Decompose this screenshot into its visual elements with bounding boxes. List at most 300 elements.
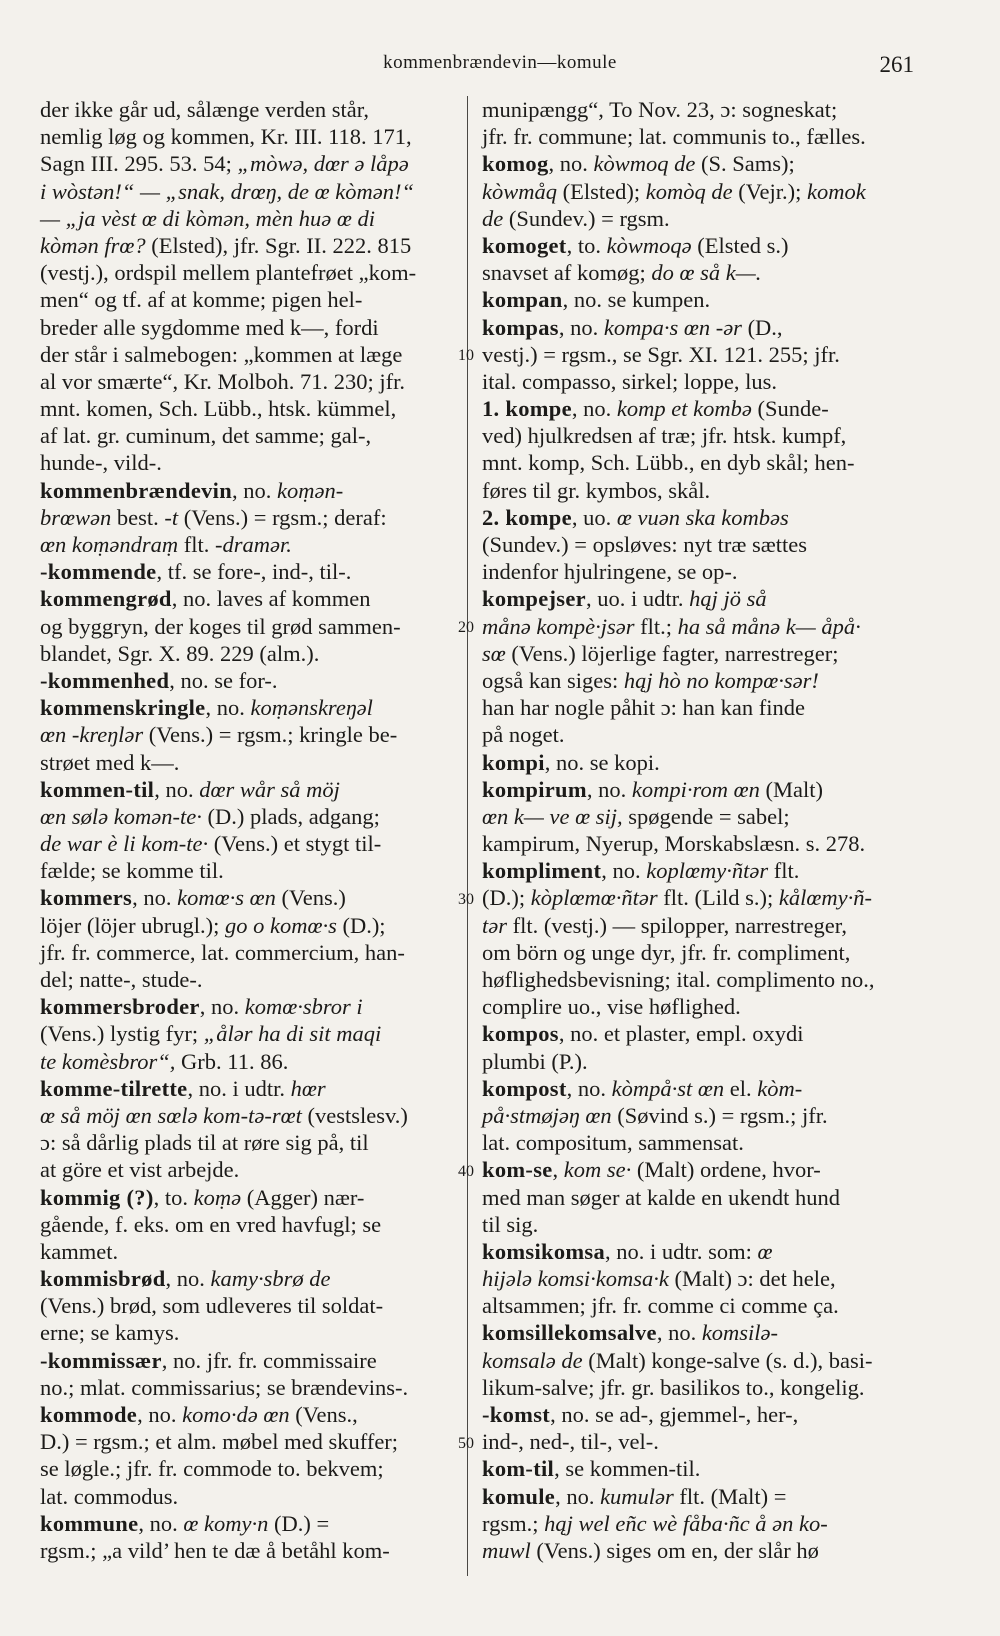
line-text: , no. <box>132 885 178 911</box>
italic-text: koṃən- <box>277 477 344 503</box>
text-line <box>40 205 456 232</box>
text-line <box>40 776 456 803</box>
text-line <box>482 1265 915 1292</box>
line-text: lat. commodus. <box>40 1483 179 1509</box>
text-line <box>482 422 915 449</box>
text-line <box>482 205 915 232</box>
line-number: 20 <box>458 618 474 636</box>
line-number: 10 <box>458 346 474 364</box>
line-text: føres til gr. kymbos, skål. <box>482 477 711 503</box>
line-text: han har nogle påhit ɔ: han kan finde <box>482 695 806 721</box>
line-text: (Vens.) = rgsm.; deraf: <box>183 504 387 530</box>
text-line <box>482 150 915 177</box>
line-text: ved) hjulkredsen af træ; jfr. htsk. kumpf, <box>482 423 847 449</box>
text-line <box>482 1075 915 1102</box>
text-line <box>482 1455 915 1482</box>
italic-text: œ vuən ska kombəs <box>616 504 789 530</box>
italic-text: te komèsbror“, <box>40 1048 182 1074</box>
line-text: , no. <box>555 1483 601 1509</box>
line-text: (Vens.) et stygt til- <box>213 831 382 857</box>
text-line <box>482 314 915 341</box>
line-text: jfr. fr. commune; lat. communis to., fælles. <box>482 124 866 150</box>
headword: -kommende <box>40 559 157 585</box>
italic-text: komo·də œn <box>182 1402 296 1427</box>
text-line <box>482 259 915 286</box>
text-line <box>482 1102 915 1129</box>
text-line <box>40 314 456 341</box>
line-text: , no. se ad-, gjemmel-, her-, <box>550 1402 799 1427</box>
line-text: , no. jfr. fr. commissaire <box>161 1347 377 1373</box>
italic-text: koplœmy·ñtər <box>646 858 774 884</box>
line-text: nemlig løg og kommen, Kr. III. 118. 171, <box>40 124 412 150</box>
italic-text: œn -kreŋlər <box>40 722 149 748</box>
line-text: flt. (Lild s.); <box>663 885 779 911</box>
italic-text: tər <box>482 912 513 938</box>
line-text: (Malt) ɔ: det hele, <box>674 1266 836 1292</box>
line-text: , to. <box>153 1184 194 1210</box>
line-text: af lat. gr. cuminum, det samme; gal-, <box>40 423 372 449</box>
text-line <box>482 640 915 667</box>
text-line <box>482 1510 915 1537</box>
text-line <box>482 1156 915 1183</box>
line-text: (Agger) nær- <box>246 1184 365 1210</box>
italic-text: kompa·s œn -ər <box>603 314 748 340</box>
text-line <box>40 721 456 748</box>
headword: kompliment <box>482 858 602 884</box>
line-text: , no. se kumpen. <box>562 287 711 313</box>
line-text: (S. Sams); <box>701 151 795 177</box>
line-text: plumbi (P.). <box>482 1048 588 1074</box>
line-text: (Malt) ordene, hvor- <box>636 1157 821 1183</box>
line-number: 50 <box>458 1434 474 1452</box>
text-line <box>482 1483 915 1510</box>
line-text: kammet. <box>40 1238 119 1264</box>
text-line <box>482 1347 915 1374</box>
italic-text: komsilə- <box>701 1320 779 1346</box>
text-line <box>482 96 915 123</box>
line-text: fælde; se komme til. <box>40 858 224 884</box>
text-line <box>482 939 915 966</box>
italic-text: kòmpå·st œn <box>611 1075 730 1101</box>
headword: kompejser <box>482 586 586 612</box>
text-line <box>40 1211 456 1238</box>
page-number: 261 <box>879 52 914 77</box>
italic-text: sœ <box>482 640 512 666</box>
headword: kompost <box>482 1075 567 1101</box>
italic-text: „mòwə, dœr ə låpə <box>237 151 409 177</box>
text-line <box>40 1129 456 1156</box>
text-line <box>482 1428 915 1455</box>
italic-text: — „ja vèst œ di kòmən, mèn huə œ di <box>40 205 375 231</box>
italic-text: komsalə de <box>482 1347 589 1373</box>
line-text: best. <box>116 504 165 530</box>
right-column <box>482 96 915 1564</box>
italic-text: kòwmåq <box>482 178 563 204</box>
italic-text: kòwmoq de <box>593 151 701 177</box>
text-line <box>40 1428 456 1455</box>
line-text: ɔ: så dårlig plads til at røre sig på, til <box>40 1130 369 1156</box>
line-text: löjer (löjer ubrugl.); <box>40 912 225 938</box>
text-line <box>482 558 915 585</box>
headword: kompos <box>482 1021 559 1047</box>
text-line <box>40 857 456 884</box>
italic-text: ha så månə k— åpå· <box>677 613 861 639</box>
text-line <box>40 694 456 721</box>
line-text: (Sunde- <box>757 396 829 422</box>
line-text: , no. <box>656 1320 702 1346</box>
text-line <box>40 966 456 993</box>
italic-text: hąj hò no kompœ·sər! <box>623 667 819 693</box>
line-text: blandet, Sgr. X. 89. 229 (alm.). <box>40 640 320 666</box>
line-text: munipængg“, To Nov. 23, ɔ: sogneskat; <box>482 97 838 122</box>
line-text: , uo. <box>571 504 617 530</box>
italic-text: komok <box>806 178 866 204</box>
line-text: gående, f. eks. om en vred havfugl; se <box>40 1211 382 1237</box>
text-line <box>482 368 915 395</box>
headword: -kommenhed <box>40 667 170 693</box>
headword: komsikomsa <box>482 1238 606 1264</box>
headword: komsillekomsalve <box>482 1320 657 1346</box>
text-line <box>482 749 915 776</box>
italic-text: hąj wel eñc wè fåba·ñc å ən ko- <box>544 1510 828 1536</box>
text-line <box>482 286 915 313</box>
text-line <box>40 884 456 911</box>
italic-text: kòwmoqə <box>606 232 698 258</box>
line-text: mnt. komp, Sch. Lübb., en dyb skål; hen- <box>482 450 855 476</box>
text-line <box>482 1319 915 1346</box>
line-text: flt. (vestj.) — spilopper, narrestreger, <box>512 912 847 938</box>
headword: komoget <box>482 232 567 258</box>
italic-text: -t <box>164 504 184 530</box>
line-text: Sagn III. 295. 53. 54; <box>40 151 238 177</box>
line-text: se løgle.; jfr. fr. commode to. bekvem; <box>40 1456 384 1482</box>
text-line <box>40 531 456 558</box>
italic-text: kòmən frœ? <box>40 232 152 258</box>
headword: kommenbrændevin <box>40 477 233 503</box>
line-text: (Vens.) = rgsm.; kringle be- <box>148 722 398 748</box>
line-text: om börn og unge dyr, jfr. fr. compliment, <box>482 939 851 965</box>
headword: kommengrød <box>40 586 172 612</box>
italic-text: kumulər <box>600 1483 680 1509</box>
italic-text: kòm- <box>757 1075 803 1101</box>
line-text: mnt. komen, Sch. Lübb., htsk. kümmel, <box>40 396 397 422</box>
italic-text: hąj jö så <box>689 586 767 612</box>
line-text: , no. <box>205 695 251 721</box>
line-text: høflighedsbevisning; ital. complimento no., <box>482 967 875 992</box>
text-line <box>40 1401 456 1428</box>
text-line <box>40 96 456 123</box>
text-line <box>482 123 915 150</box>
text-line <box>40 1537 456 1564</box>
text-line <box>482 1048 915 1075</box>
italic-text: kompi·rom œn <box>631 776 766 802</box>
italic-text: œn k— ve œ sij, <box>482 803 629 829</box>
text-line <box>482 341 915 368</box>
text-line <box>40 449 456 476</box>
text-line <box>482 667 915 694</box>
text-line <box>482 178 915 205</box>
line-text: (D., <box>747 314 783 340</box>
italic-text: œ <box>757 1238 773 1264</box>
line-text: (vestslesv.) <box>307 1102 408 1128</box>
line-text: likum-salve; jfr. gr. basilikos to., kongelig. <box>482 1374 865 1400</box>
italic-text: muwl <box>482 1537 537 1563</box>
italic-text: hijələ komsi·komsa·k <box>482 1266 675 1292</box>
headword: kommisbrød <box>40 1266 166 1292</box>
text-line <box>482 395 915 422</box>
text-line <box>40 1374 456 1401</box>
italic-text: komòq de <box>645 178 739 204</box>
headword: 2. kompe <box>482 504 572 530</box>
text-line <box>482 1292 915 1319</box>
text-line <box>482 1129 915 1156</box>
line-text: (Elsted); <box>562 178 646 204</box>
line-text: , no. <box>601 858 647 884</box>
text-line <box>40 1102 456 1129</box>
text-line <box>482 232 915 259</box>
line-text: , no. i udtr. som: <box>605 1238 758 1264</box>
text-line <box>40 286 456 313</box>
headword: kompas <box>482 314 559 340</box>
text-line <box>40 232 456 259</box>
text-line <box>40 1319 456 1346</box>
italic-text: kålœmy·ñ- <box>778 885 872 911</box>
line-text: complire uo., vise høflighed. <box>482 994 741 1020</box>
headword: kompi <box>482 749 545 775</box>
line-text: der ikke går ud, sålænge verden står, <box>40 97 369 122</box>
line-text: , no. <box>566 1075 612 1101</box>
headword: kommersbroder <box>40 994 200 1020</box>
line-text: , tf. se fore-, ind-, til-. <box>156 559 352 585</box>
line-text: flt.; <box>640 613 678 639</box>
line-text: (Vens., <box>295 1402 358 1427</box>
italic-text: i wòstən!“ — „snak, drœŋ, de œ kòmən!“ <box>40 178 414 204</box>
line-text: (Elsted s.) <box>697 232 789 258</box>
headword: kom-til <box>482 1456 555 1482</box>
text-line <box>482 1238 915 1265</box>
italic-text: kamy·sbrø de <box>210 1266 331 1292</box>
line-text: også kan siges: <box>482 667 624 693</box>
text-line <box>482 912 915 939</box>
line-text: flt. (Malt) = <box>679 1483 787 1509</box>
italic-text: hœr <box>290 1075 326 1101</box>
text-line <box>482 477 915 504</box>
italic-text: komœ·s œn <box>177 885 282 911</box>
column-divider <box>467 96 468 1576</box>
italic-text: dœr wår så möj <box>199 776 340 802</box>
line-text: hunde-, vild-. <box>40 450 162 476</box>
text-line <box>40 1292 456 1319</box>
text-line <box>40 640 456 667</box>
line-text: al vor smærte“, Kr. Molboh. 71. 230; jfr. <box>40 368 405 394</box>
italic-text: œ så möj œn sœlə kom-tə-rœt <box>40 1102 308 1128</box>
italic-text: de war è li kom-te· <box>40 831 214 857</box>
text-line <box>40 178 456 205</box>
text-line <box>40 1265 456 1292</box>
headword: -komst <box>482 1402 551 1427</box>
text-line <box>40 477 456 504</box>
headword: kommen-til <box>40 776 155 802</box>
line-text: ital. compasso, sirkel; loppe, lus. <box>482 368 777 394</box>
line-text: rgsm.; <box>482 1510 545 1536</box>
line-text: breder alle sygdomme med k—, fordi <box>40 314 379 340</box>
headword: komule <box>482 1483 556 1509</box>
line-text: flt. <box>773 858 800 884</box>
italic-text: do œ så k—. <box>651 260 762 286</box>
line-text: snavset af komøg; <box>482 260 652 286</box>
text-line <box>40 1347 456 1374</box>
line-text: indenfor hjulringene, se op-. <box>482 559 738 585</box>
text-line <box>482 1537 915 1564</box>
text-line <box>482 1374 915 1401</box>
line-text: , no. <box>586 776 632 802</box>
line-text: (Vens.) lystig fyr; <box>40 1021 204 1047</box>
line-text: erne; se kamys. <box>40 1320 180 1346</box>
line-text: (D.); <box>342 912 386 938</box>
line-number: 40 <box>458 1162 474 1180</box>
line-text: på noget. <box>482 722 565 748</box>
line-text: at göre et vist arbejde. <box>40 1157 240 1183</box>
line-text: flt. <box>183 532 215 557</box>
line-text: el. <box>729 1075 758 1101</box>
line-text: (Søvind s.) = rgsm.; jfr. <box>617 1102 828 1128</box>
line-text: , no. et plaster, empl. oxydi <box>558 1021 804 1047</box>
italic-text: kom se· <box>563 1157 637 1183</box>
italic-text: komœ·sbror i <box>244 994 363 1020</box>
line-text: del; natte-, stude-. <box>40 967 203 992</box>
line-text: , <box>552 1157 564 1183</box>
line-text: (Vens.) löjerlige fagter, narrestreger; <box>511 640 839 666</box>
text-line <box>40 993 456 1020</box>
line-text: med man søger at kalde en ukendt hund <box>482 1184 841 1210</box>
line-text: , no. laves af kommen <box>171 586 371 612</box>
italic-text: go o komœ·s <box>224 912 343 938</box>
page-header <box>0 52 1000 82</box>
italic-text: koṃə <box>193 1184 247 1210</box>
line-text: og byggryn, der koges til grød sammen- <box>40 613 401 639</box>
text-line <box>40 150 456 177</box>
text-line <box>40 1156 456 1183</box>
line-text: , no. <box>558 314 604 340</box>
headword: kommig (?) <box>40 1184 154 1210</box>
line-text: D.) = rgsm.; et alm. møbel med skuffer; <box>40 1429 399 1455</box>
text-line <box>482 721 915 748</box>
text-line <box>482 1401 915 1428</box>
text-line <box>40 912 456 939</box>
line-text: kampirum, Nyerup, Morskabslæsn. s. 278. <box>482 831 866 857</box>
text-line <box>40 504 456 531</box>
text-line <box>482 884 915 911</box>
line-text: ind-, ned-, til-, vel-. <box>482 1429 659 1455</box>
italic-text: -dramər. <box>214 532 292 557</box>
line-text: (D.) plads, adgang; <box>207 803 380 829</box>
line-text: rgsm.; „a vild’ hen te dæ å betåhl kom- <box>40 1537 390 1563</box>
text-line <box>40 395 456 422</box>
headword: -kommissær <box>40 1347 162 1373</box>
line-text: (Sundev.) = opsløves: nyt træ sættes <box>482 532 807 557</box>
headword: kompan <box>482 287 563 313</box>
text-line <box>40 368 456 395</box>
text-line <box>482 1184 915 1211</box>
line-text: (Sundev.) = rgsm. <box>508 205 670 231</box>
line-text: (Vejr.); <box>738 178 807 204</box>
line-text: men“ og tf. af at komme; pigen hel- <box>40 287 363 313</box>
line-text: (Malt) konge-salve (s. d.), basi- <box>588 1347 873 1373</box>
text-line <box>482 803 915 830</box>
line-text: , no. <box>548 151 594 177</box>
headword: kom-se <box>482 1157 553 1183</box>
text-line <box>482 531 915 558</box>
line-text: , se kommen-til. <box>554 1456 701 1482</box>
line-text: , no. se for-. <box>169 667 278 693</box>
line-text: (vestj.), ordspil mellem plantefrøet „kom- <box>40 260 417 286</box>
text-line <box>40 422 456 449</box>
line-text: (Vens.) siges om en, der slår hø <box>536 1537 819 1563</box>
line-text: lat. compositum, sammensat. <box>482 1130 744 1156</box>
line-text: , no. <box>165 1266 211 1292</box>
line-text: , no. se kopi. <box>544 749 660 775</box>
italic-text: de <box>482 205 509 231</box>
line-text: jfr. fr. commerce, lat. commercium, han- <box>40 939 405 965</box>
text-line <box>482 830 915 857</box>
text-line <box>40 1483 456 1510</box>
text-line <box>40 1455 456 1482</box>
line-text: , no. <box>138 1510 184 1536</box>
text-line <box>482 993 915 1020</box>
text-line <box>40 585 456 612</box>
line-text: vestj.) = rgsm., se Sgr. XI. 121. 255; jfr. <box>482 341 840 367</box>
text-line <box>482 449 915 476</box>
text-line <box>482 613 915 640</box>
text-line <box>40 613 456 640</box>
italic-text: „ålər ha di sit maqi <box>203 1021 382 1047</box>
text-line <box>40 259 456 286</box>
italic-text: brœwən <box>40 504 117 530</box>
italic-text: œ komy·n <box>183 1510 274 1536</box>
italic-text: œn sølə komən-te· <box>40 803 208 829</box>
italic-text: koṃənskreŋəl <box>250 695 373 721</box>
italic-text: kòplœmœ·ñtər <box>530 885 664 911</box>
line-text: , uo. i udtr. <box>585 586 690 612</box>
text-line <box>40 830 456 857</box>
line-text: (Elsted), jfr. Sgr. II. 222. 815 <box>151 232 412 258</box>
text-line <box>40 341 456 368</box>
text-line <box>40 939 456 966</box>
text-line <box>482 1020 915 1047</box>
line-text: strøet med k—. <box>40 749 180 775</box>
line-text: til sig. <box>482 1211 539 1237</box>
italic-text: komp et kombə <box>616 396 758 422</box>
line-text: , no. <box>199 994 245 1020</box>
line-text: , no. <box>571 396 617 422</box>
headword: kommune <box>40 1510 139 1536</box>
line-text: der står i salmebogen: „kommen at læge <box>40 341 403 367</box>
headword: komme-tilrette <box>40 1075 188 1101</box>
text-line <box>482 694 915 721</box>
line-text: (D.) = <box>273 1510 330 1536</box>
text-line <box>40 749 456 776</box>
line-text: (Vens.) brød, som udleveres til soldat- <box>40 1293 384 1319</box>
text-line <box>40 1184 456 1211</box>
headword: kompirum <box>482 776 587 802</box>
line-text: spøgende = sabel; <box>628 803 790 829</box>
line-text: no.; mlat. commissarius; se brændevins-. <box>40 1374 409 1400</box>
text-line <box>482 1211 915 1238</box>
line-text: (Malt) <box>765 776 823 802</box>
text-line <box>482 776 915 803</box>
headword: komog <box>482 151 549 177</box>
running-head: kommenbrændevin—komule <box>383 52 617 73</box>
